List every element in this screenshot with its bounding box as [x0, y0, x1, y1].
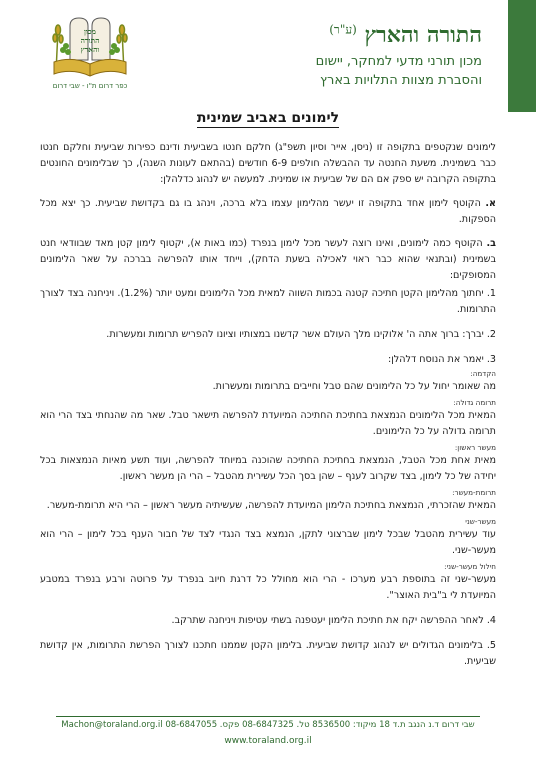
- logo-text-2: התורה: [80, 36, 100, 45]
- step-3-big-terumah-label: תרומה גדולה:: [453, 398, 496, 407]
- step-2: 2. יברך: ברוך אתה ה' אלוקינו מלך העולם אשר קדשנו במצותיו וציונו להפריש תרומות ומעשרות.: [106, 329, 496, 340]
- step-3-terumat-maaser-label: תרומת-מעשר:: [452, 488, 496, 497]
- org-name-text: התורה והארץ: [364, 22, 482, 48]
- step-3-first-tithe-text: מאית אחת מכל הטבל, הנמצאת בחתיכת החתיכה שהוכנה במיוחד להפרשה, ועוד תשע מאיות הנמצאות בכל יחידה של כל לימון, בצד שקרוב לענף – שהן בסך הכל עשירית מהטבל – הרי הן מעשר ראשון.: [40, 455, 496, 482]
- document-title: [0, 110, 536, 126]
- logo-text-3: והארץ: [80, 45, 100, 54]
- step-3-first-tithe-label: מעשר ראשון:: [454, 443, 496, 452]
- section-b: [40, 236, 496, 284]
- step-3-big-terumah-text: המאית מכל הלימונים הנמצאת בחתיכת החתיכה המיועדת להפרשה תישאר טבל. שאר מה שהנחתי בצד הרי הוא תרומה גדולה על כל הלימונים.: [40, 410, 496, 437]
- step-3-intro-label: הקדמה:: [470, 369, 496, 378]
- tablets-icon: [70, 18, 110, 60]
- book-icon: [54, 59, 126, 76]
- footer-divider: [56, 716, 480, 717]
- section-a: [40, 196, 496, 228]
- section-b-label: ב.: [486, 238, 496, 249]
- org-name: [329, 22, 482, 48]
- step-5: 5. בלימונים הגדולים יש לנהוג קדושת שביעית. בלימון הקטן שממנו חתכנו לצורך הפרשת התרומות, אין קדושת שביעית.: [40, 640, 496, 667]
- org-logo: [48, 12, 132, 86]
- step-3-second-tithe-text: עוד עשירית מהטבל שבכל לימון שברצוני לתקן, הנמצא בצד הנגדי לצד של חבור הענף בכל לימון – הרי הוא מעשר-שני.: [40, 529, 496, 556]
- step-3-redemption-label: חילול מעשר-שני:: [444, 562, 496, 571]
- step-3-second-tithe-label: מעשר-שני: [465, 517, 496, 526]
- footer-contact: שבי דרום ד.נ הנגב ת.ד 18 מיקוד: 8536500 טל. 08-6847325 פקס. 08-6847055 Machon@toraland.org.il: [61, 720, 475, 730]
- step-1: 1. יחתוך מהלימון הקטן חתיכה קטנה בכמות השווה למאית מכל הלימונים ומעט יותר (1.2%). ויניחנה בצד לצורך התרומות.: [40, 288, 496, 315]
- intro-paragraph: לימונים שנקטפים בתקופה זו (ניסן, אייר וסיון תשפ"ג) חלקם חנטו בשביעית ודינם כפירות שביעית וחלקם חנטו כבר בשמינית. משעת החנטה עד ההבשלה חולפים 6-9 חודשים (בהתאם לעונות השנה), כך שבלימונים החונטים בתקופה הקרובה יש ספק אם הם של שביעית או שמינית. למעשה יש לנהוג כדלהלן:: [40, 142, 496, 185]
- section-b-text: הקוטף כמה לימונים, ואינו רוצה לעשר מכל לימון בנפרד (כמו באות א), יקטוף לימון קטן מאד שבוודאי חנט בשמינית (ובתנאי שהוא כבר ראוי לאכילה בשעת הדחק), וייחד אותו להפרשה בברכה על שאר הלימונים המסופקים:: [40, 238, 496, 281]
- logo-text-1: מכון: [84, 27, 96, 36]
- org-tagline-2: והסברת מצוות התלויות בארץ: [320, 73, 482, 88]
- footer-website-link[interactable]: www.toraland.org.il: [224, 736, 312, 746]
- step-4: 4. לאחר ההפרשה יקח את חתיכת הלימון יעטפנה בשתי עטיפות ויניחנה שתרקב.: [171, 615, 496, 626]
- step-3: 3. יאמר את הנוסח דלהלן:: [387, 354, 496, 365]
- section-a-label: א.: [485, 198, 496, 209]
- org-tagline-1: מכון תורני מדעי למחקר, יישום: [315, 54, 482, 69]
- step-3-redemption-text: מעשר-שני זה בתוספת רבע מערכו - הרי הוא מחולל כל דרגת חיוב בנפרד על פרוטה ורבע בנפרד במטבע המיועדת לי ב"בית האוצר".: [40, 574, 496, 601]
- section-a-text: הקוטף לימון אחד בתקופה זו יעשר מהלימון עצמו בלא ברכה, וינהג בו גם בקדושת שביעית. כך יצא מכל הספקות.: [40, 198, 496, 225]
- step-3-intro-text: מה שאומר יחול על כל הלימונים שהם טבל וחייבים בתרומות ומעשרות.: [212, 381, 496, 392]
- logo-caption: כפר דרום ת"ו - שבי דרום: [52, 82, 128, 90]
- document-body: [40, 140, 496, 679]
- org-name-suffix: (ע"ר): [329, 22, 357, 37]
- step-3-terumat-maaser-text: המאית שהזכרתי, הנמצאת בחתיכת הלימון המיועדת להפרשה, שעשיתיה מעשר ראשון – הרי היא תרומת-מעשר.: [46, 500, 496, 511]
- header-green-bar: [508, 0, 536, 112]
- document-title-text: לימונים באביב שמינית: [196, 110, 340, 126]
